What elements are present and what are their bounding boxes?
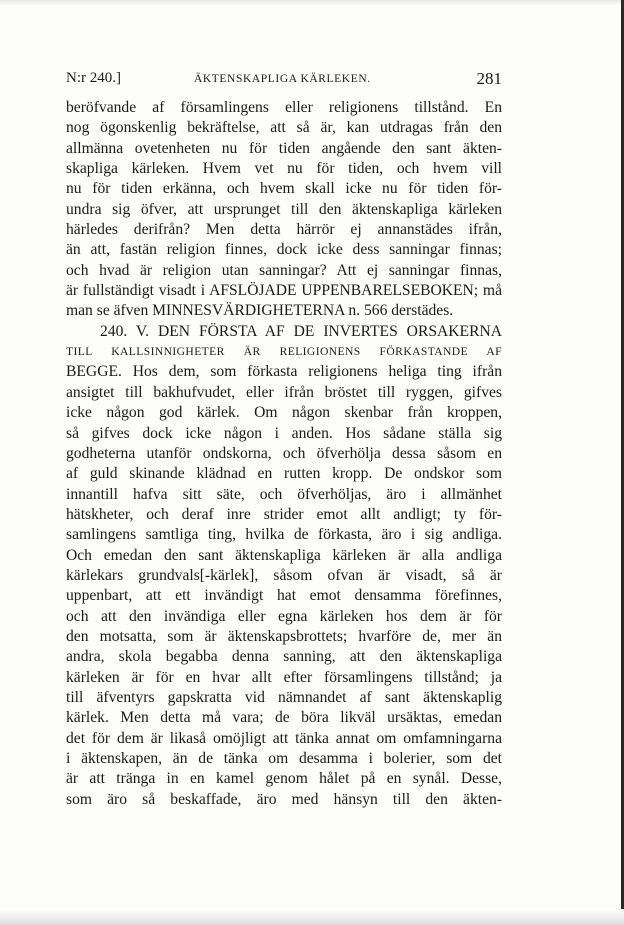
text-line: icke någon god kärlek. Om någon skenbar från kroppen, [66, 404, 502, 422]
text-line: BEGGE. Hos dem, som förkasta religionens heliga ting ifrån [66, 363, 502, 381]
text-line: allmänna ovetenheten nu för tiden angående den sant äkten- [66, 139, 502, 157]
text-line: är att tränga in en kamel genom hålet på en synål. Desse, [66, 770, 502, 788]
text-line: kärleken är för en hvar allt efter församlingens tillstånd; ja [66, 668, 502, 686]
text-line: än att, fastän religion finnes, dock icke dess sanningar finnas; [66, 241, 502, 259]
text-line: det för dem är likaså omöjligt att tänka annat om omfamningarna [66, 729, 502, 747]
text-line: ansigtet till bakhufvudet, eller ifrån bröstet till ryggen, gifves [66, 383, 502, 401]
page-number: 281 [476, 69, 502, 88]
text-line: skapliga kärleken. Hvem vet nu för tiden, och hvem vill [66, 160, 502, 178]
text-line: i äktenskapen, än de tänka om desamma i bolerier, som det [66, 750, 502, 767]
running-head [66, 68, 502, 92]
text-line: undra sig öfver, att ursprunget till den äktenskapliga kärleken [66, 200, 502, 218]
text-line: till äfventyrs gapskratta vid nämnandet af sant äktenskaplig [66, 688, 502, 706]
text-line: nu för tiden erkänna, och hvem skall icke nu för tiden för- [66, 180, 502, 198]
text-line: uppenbart, att ett invändigt hat emot densamma förefinnes, [66, 587, 502, 605]
scan-top-edge [0, 0, 624, 6]
text-line: härledes derifrån? Men detta härrör ej annanstädes ifrån, [66, 221, 502, 239]
body-text [66, 98, 502, 810]
text-line: är fullständigt visadt i AFSLÖJADE UPPENBARELSEBOKEN; må [66, 282, 502, 300]
section-title: ÄKTENSKAPLIGA KÄRLEKEN. [194, 73, 371, 85]
text-line: och att den invändiga eller egna kärleken hos dem är för [66, 607, 502, 625]
section-heading-line: TILL KALLSINNIGHETER ÄR RELIGIONENS FÖRKASTANDE AF [66, 345, 502, 359]
text-line: man se äfven MINNESVÄRDIGHETERNA n. 566 derstädes. [66, 302, 454, 320]
text-line: samlingens samtliga ting, hvilka de förkasta, äro i sig andliga. [66, 526, 502, 544]
text-line: Och emedan den sant äktenskapliga kärleken är alla andliga [66, 546, 502, 564]
text-line: af guld skinande klädnad en rutten kropp. De ondskor som [66, 465, 502, 483]
text-line: nog ögonskenlig bekräftelse, att så är, kan utdragas från den [66, 119, 502, 137]
text-line: den motsatta, som är äktenskapsbrottets; hvarföre de, mer än [66, 627, 502, 645]
text-line: som äro så beskaffade, äro med hänsyn till den äkten- [66, 790, 502, 808]
text-line: andra, skola begabba denna sanning, att den äktenskapliga [66, 648, 502, 666]
text-line: kärlekars grundvals[-kärlek], såsom ofvan är visadt, så är [66, 566, 502, 584]
section-heading-line: 240. V. DEN FÖRSTA AF DE INVERTES ORSAKERNA [100, 322, 502, 340]
scan-bottom-edge [0, 909, 624, 925]
text-line: kärlek. Men detta må vara; de böra likväl ursäktas, emedan [66, 709, 502, 727]
text-line: och hvad är religion utan sanningar? Att ej sanningar finnas, [66, 261, 502, 279]
text-line: beröfvande af församlingens eller religionens tillstånd. En [66, 99, 502, 116]
text-line: hätskheter, och deraf inre strider emot allt andligt; ty för- [66, 505, 502, 523]
text-line: godheterna utanför ondskorna, och öfverhölja dessa såsom en [66, 444, 502, 462]
text-line: så gifves dock icke någon i anden. Hos sådane ställa sig [66, 424, 502, 442]
section-number-label: N:r 240.] [66, 70, 121, 86]
text-line: innantill hafva sitt säte, och öfverhöljas, äro i allmänhet [66, 485, 502, 503]
